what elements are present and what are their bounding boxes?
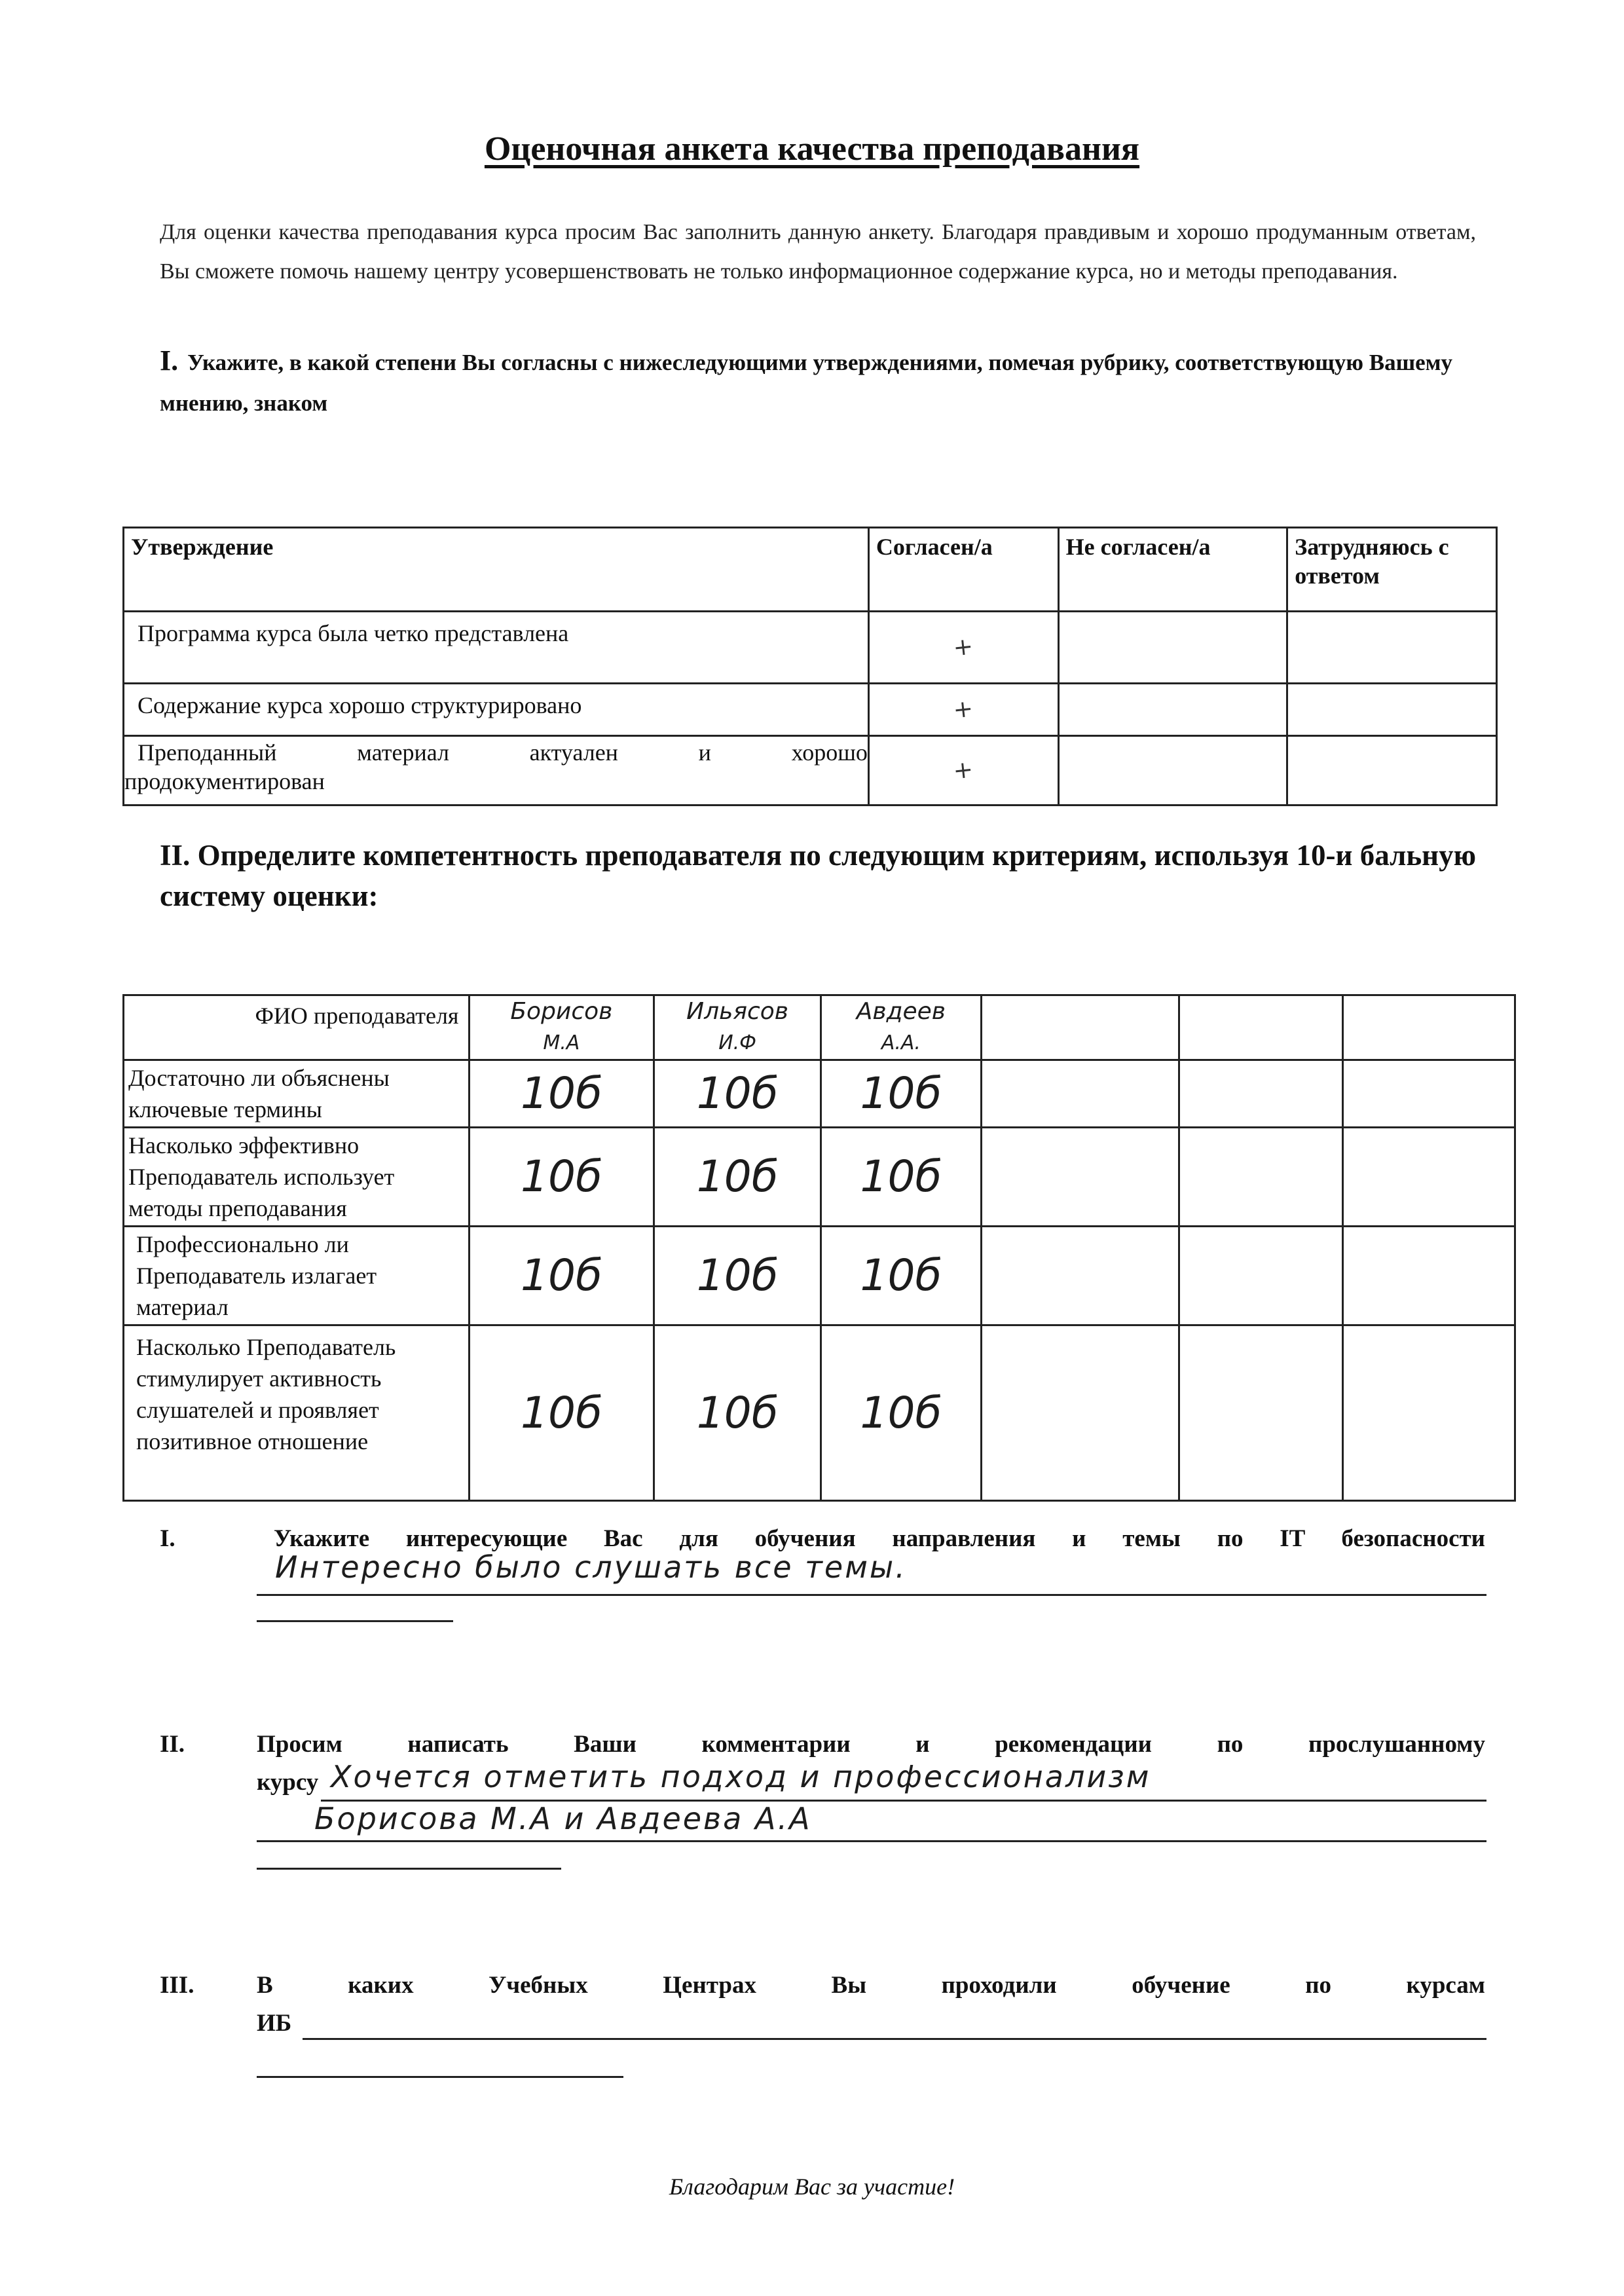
teacher-name <box>469 995 654 1060</box>
answer-line <box>257 1620 453 1622</box>
empty-cell <box>1342 1227 1515 1325</box>
criterion-row <box>124 1128 1515 1227</box>
agreement-table <box>122 527 1498 806</box>
answer-line <box>257 2076 623 2078</box>
empty-cell <box>1179 1128 1342 1227</box>
score-cell: 10б <box>821 1325 982 1501</box>
empty-cell <box>1342 1128 1515 1227</box>
empty-cell <box>981 995 1179 1060</box>
criterion-label: Профессионально ли Преподаватель излагает материал <box>124 1227 470 1325</box>
statement-line: продокументирован <box>124 768 325 794</box>
score-cell: 10б <box>821 1060 982 1128</box>
agreement-row <box>124 612 1497 684</box>
header-undecided: Затрудняюсь с ответом <box>1287 528 1497 612</box>
question-1-answer: Интересно было слушать все темы. <box>275 1549 907 1585</box>
question-3-lead: ИБ <box>257 2010 292 2037</box>
statement-cell <box>124 736 869 805</box>
header-statement: Утверждение <box>124 528 869 612</box>
page-title: Оценочная анкета качества преподавания <box>484 130 1140 168</box>
empty-cell <box>1342 1060 1515 1128</box>
disagree-cell <box>1058 612 1287 684</box>
footer-thanks: Благодарим Вас за участие! <box>669 2174 955 2200</box>
section-1-numeral: I. <box>160 344 179 377</box>
question-1-text: Укажите интересующие Вас для обучения направления и темы по IT безопасности <box>274 1525 1485 1552</box>
question-3-text: В каких Учебных Центрах Вы проходили обучение по курсам <box>257 1972 1485 1999</box>
teacher-initials: М.А <box>543 1031 580 1054</box>
undecided-cell <box>1287 684 1497 736</box>
teacher-surname: Борисов <box>510 998 613 1025</box>
question-2-answer: Хочется отметить подход и профессионализм <box>331 1759 1151 1794</box>
score-cell: 10б <box>469 1325 654 1501</box>
teacher-surname: Авдеев <box>856 998 946 1025</box>
question-3-numeral: III. <box>160 1972 194 1999</box>
section-2-heading: II. Определите компетентность преподавателя по следующим критериям, используя 10-и бальную систему оценки: <box>160 839 1476 912</box>
agreement-row <box>124 736 1497 805</box>
question-2-lead: курсу <box>257 1769 319 1796</box>
empty-cell <box>981 1325 1179 1501</box>
disagree-cell <box>1058 736 1287 805</box>
criterion-row <box>124 1060 1515 1128</box>
criterion-label: Насколько эффективно Преподаватель использует методы преподавания <box>124 1128 470 1227</box>
section-1-text: Укажите, в какой степени Вы согласны с нижеследующими утверждениями, помечая рубрику, соответствующую Вашему мнению, знаком <box>160 350 1453 416</box>
name-header: ФИО преподавателя <box>124 995 470 1060</box>
header-disagree: Не согласен/а <box>1058 528 1287 612</box>
teacher-initials: А.А. <box>881 1031 921 1054</box>
statement-cell: Содержание курса хорошо структурировано <box>124 684 869 736</box>
score-cell: 10б <box>469 1227 654 1325</box>
question-2-text: Просим написать Ваши комментарии и рекомендации по прослушанному <box>257 1731 1485 1758</box>
criterion-row <box>124 1325 1515 1501</box>
disagree-cell <box>1058 684 1287 736</box>
agree-mark: + <box>866 674 1060 746</box>
teacher-name-row <box>124 995 1515 1060</box>
empty-cell <box>1179 995 1342 1060</box>
answer-line <box>257 1840 1486 1842</box>
agree-mark: + <box>865 602 1061 694</box>
teacher-name <box>654 995 821 1060</box>
score-cell: 10б <box>469 1128 654 1227</box>
teacher-name <box>821 995 982 1060</box>
score-cell: 10б <box>654 1060 821 1128</box>
section-1-heading <box>160 341 1476 424</box>
criterion-row <box>124 1227 1515 1325</box>
question-2-answer: Борисова М.А и Авдеева А.А <box>314 1801 812 1836</box>
empty-cell <box>1179 1325 1342 1501</box>
competence-table <box>122 994 1516 1502</box>
empty-cell <box>1179 1227 1342 1325</box>
intro-paragraph: Для оценки качества преподавания курса просим Вас заполнить данную анкету. Благодаря правдивым и хорошо продуманным ответам, Вы сможете помочь нашему центру усовершенствовать не только информационное содержание курса, но и методы преподавания. <box>160 220 1476 284</box>
empty-cell <box>981 1227 1179 1325</box>
score-cell: 10б <box>654 1325 821 1501</box>
score-cell: 10б <box>654 1227 821 1325</box>
teacher-surname: Ильясов <box>686 998 789 1025</box>
score-cell: 10б <box>821 1227 982 1325</box>
score-cell: 10б <box>469 1060 654 1128</box>
score-cell: 10б <box>821 1128 982 1227</box>
agreement-row <box>124 684 1497 736</box>
criterion-label: Достаточно ли объяснены ключевые термины <box>124 1060 470 1128</box>
criterion-label: Насколько Преподаватель стимулирует активность слушателей и проявляет позитивное отношение <box>124 1325 470 1501</box>
empty-cell <box>1342 995 1515 1060</box>
answer-line <box>257 1594 1486 1596</box>
empty-cell <box>981 1060 1179 1128</box>
question-1-numeral: I. <box>160 1525 175 1552</box>
empty-cell <box>1342 1325 1515 1501</box>
question-2-numeral: II. <box>160 1731 185 1758</box>
agree-mark: + <box>866 726 1061 815</box>
statement-line: Преподанный материал актуален и хорошо <box>138 739 868 766</box>
answer-line <box>257 1868 561 1870</box>
header-agree: Согласен/а <box>868 528 1058 612</box>
agreement-header-row <box>124 528 1497 612</box>
statement-cell: Программа курса была четко представлена <box>124 612 869 684</box>
undecided-cell <box>1287 612 1497 684</box>
answer-line <box>303 2038 1486 2040</box>
empty-cell <box>1179 1060 1342 1128</box>
score-cell: 10б <box>654 1128 821 1227</box>
undecided-cell <box>1287 736 1497 805</box>
teacher-initials: И.Ф <box>718 1031 757 1054</box>
empty-cell <box>981 1128 1179 1227</box>
